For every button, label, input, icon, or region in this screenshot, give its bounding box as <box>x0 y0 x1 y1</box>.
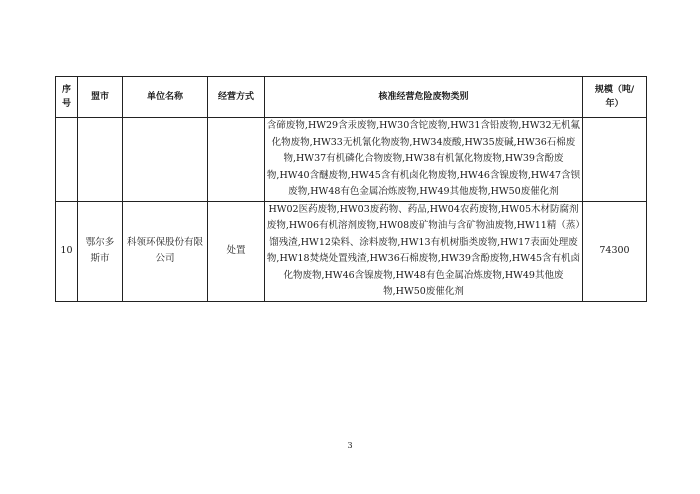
cell-scale-empty <box>583 118 647 202</box>
table-row <box>56 201 647 301</box>
header-company: 单位名称 <box>123 77 208 118</box>
cell-categories: 含碲废物,HW29含汞废物,HW30含铊废物,HW31含铅废物,HW32无机氟化物废物,HW33无机氰化物废物,HW34废酸,HW35废碱,HW36石棉废物,HW37有机磷化合物废物,HW38有机氰化物废物,HW39含酚废物,HW40含醚废物,HW45含有机卤化物废物,HW46含镍废物,HW47含钡废物,HW48有色金属冶炼废物,HW49其他废物,HW50废催化剂 <box>265 118 583 202</box>
cell-city-empty <box>78 118 123 202</box>
header-city: 盟市 <box>78 77 123 118</box>
header-no: 序号 <box>56 77 78 118</box>
cell-mode-empty <box>208 118 265 202</box>
cell-scale: 74300 <box>583 201 647 301</box>
cell-city: 鄂尔多斯市 <box>78 201 123 301</box>
cell-no-empty <box>56 118 78 202</box>
page-number: 3 <box>347 441 353 450</box>
cell-company-empty <box>123 118 208 202</box>
permit-table <box>55 76 647 302</box>
cell-company: 科领环保股份有限公司 <box>123 201 208 301</box>
cell-no: 10 <box>56 201 78 301</box>
cell-categories: HW02医药废物,HW03废药物、药品,HW04农药废物,HW05木材防腐剂废物,HW06有机溶剂废物,HW08废矿物油与含矿物油废物,HW11精（蒸）馏残渣,HW12染料、涂料废物,HW13有机树脂类废物,HW17表面处理废物,HW18焚烧处置残渣,HW36石棉废物,HW39含酚废物,HW45含有机卤化物废物,HW46含镍废物,HW48有色金属冶炼废物,HW49其他废物,HW50废催化剂 <box>265 201 583 301</box>
table-row <box>56 118 647 202</box>
header-row <box>56 77 647 118</box>
header-mode: 经营方式 <box>208 77 265 118</box>
header-scale: 规模（吨/年） <box>583 77 647 118</box>
header-categories: 核准经营危险废物类别 <box>265 77 583 118</box>
cell-mode: 处置 <box>208 201 265 301</box>
